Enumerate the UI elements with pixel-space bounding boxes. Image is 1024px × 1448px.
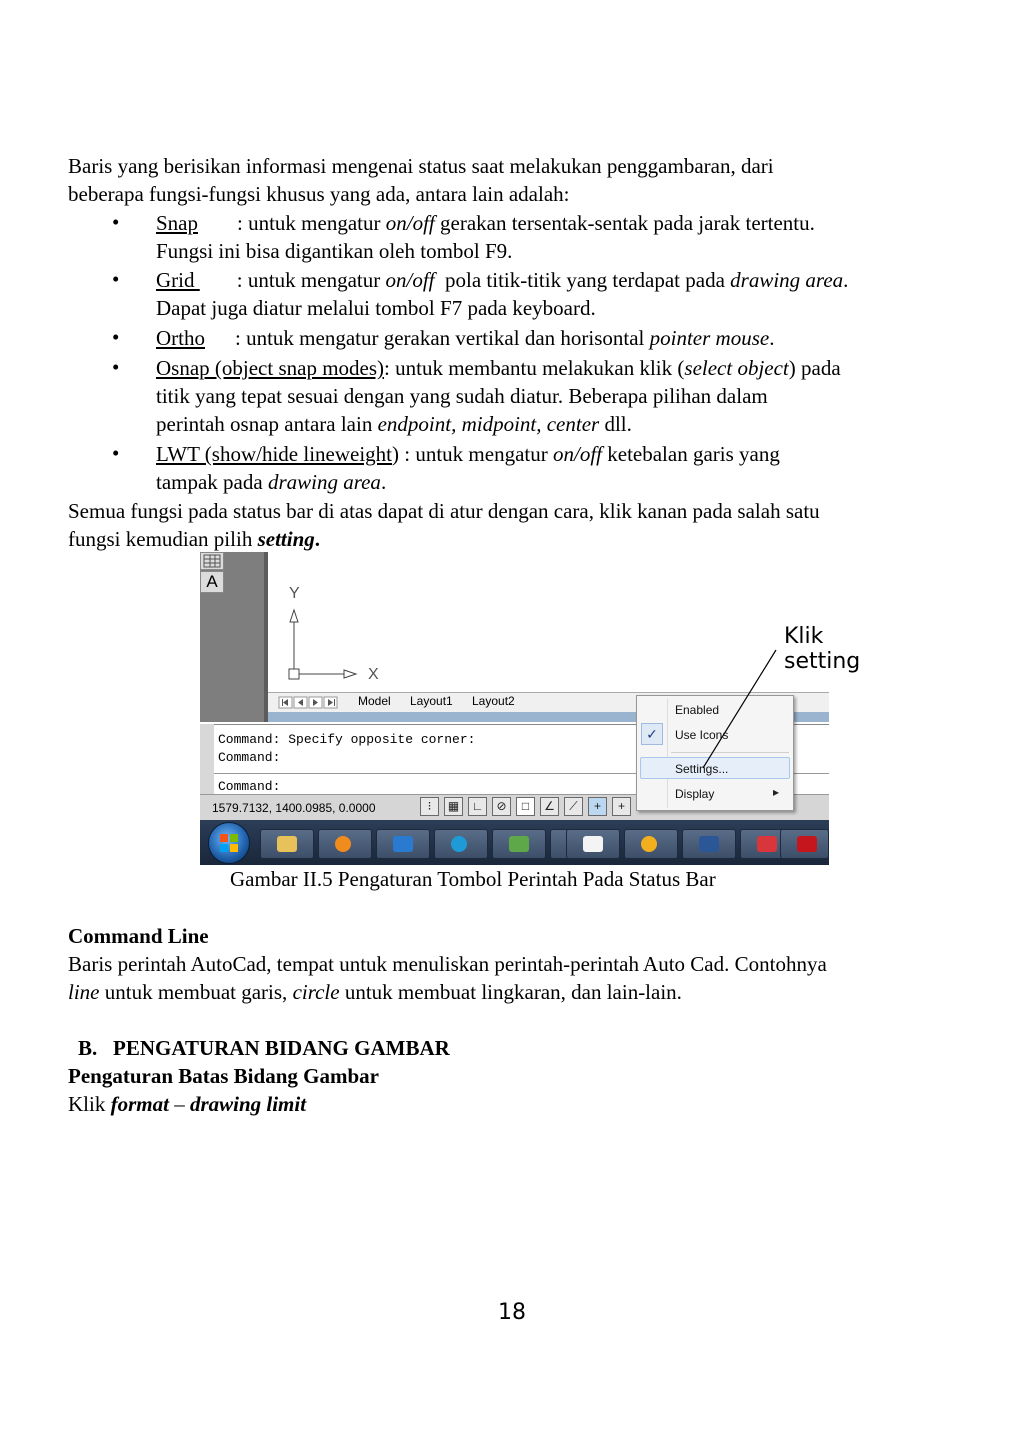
callout-line [200,552,829,865]
tab-layout2[interactable]: Layout2 [472,694,515,708]
outro-line-2: fungsi kemudian pilih setting. [68,527,321,551]
heading-section-b: B. PENGATURAN BIDANG GAMBAR [78,1036,450,1060]
bullet: • [112,441,120,465]
grid-icon[interactable]: ∟ [468,797,487,816]
coordinate-readout: 1579.7132, 1400.0985, 0.0000 [212,801,376,815]
page-number: 18 [498,1300,526,1325]
tab-model[interactable]: Model [358,694,391,708]
bullet-ortho: Ortho : untuk mengatur gerakan vertikal dan horisontal pointer mouse. [156,326,775,350]
term-grid: Grid [156,268,200,292]
bullet: • [112,355,120,379]
osnap-icon[interactable]: ∠ [540,797,559,816]
checkmark-icon: ✓ [641,723,663,745]
command-line-text-2: line untuk membuat garis, circle untuk membuat lingkaran, dan lain-lain. [68,980,682,1004]
polar-icon[interactable]: □ [516,797,535,816]
klik-format-line: Klik format – drawing limit [68,1092,307,1116]
term-osnap: Osnap (object snap modes) [156,356,385,380]
axis-x-label: X [368,666,379,683]
bullet-lwt: LWT (show/hide lineweight) : untuk mengatur on/off ketebalan garis yang [156,442,780,466]
intro-line-2: beberapa fungsi-fungsi khusus yang ada, antara lain adalah: [68,182,570,206]
submenu-arrow-icon: ▸ [773,785,780,799]
bullet-grid-line2: Dapat juga diatur melalui tombol F7 pada keyboard. [156,296,596,320]
command-history-line-1: Command: Specify opposite corner: [218,732,476,747]
bullet-snap: Snap : untuk mengatur on/off gerakan tersentak-sentak pada jarak tertentu. [156,211,815,235]
bullet-osnap-line2: titik yang tepat sesuai dengan yang sudah diatur. Beberapa pilihan dalam [156,384,768,408]
autocad-screenshot [200,552,861,865]
figure-caption: Gambar II.5 Pengaturan Tombol Perintah Pada Status Bar [230,867,716,891]
bullet-lwt-line2: tampak pada drawing area. [156,470,387,494]
subheading-batas: Pengaturan Batas Bidang Gambar [68,1064,379,1088]
menu-item-display[interactable]: Display [675,787,715,801]
bullet: • [112,325,120,349]
lwt-icon[interactable]: + [612,797,631,816]
ducs-icon[interactable]: + [588,797,607,816]
intro-line-1: Baris yang berisikan informasi mengenai status saat melakukan penggambaran, dari [68,154,774,178]
menu-item-settings[interactable]: Settings... [675,762,729,776]
bullet-grid: Grid : untuk mengatur on/off pola titik-titik yang terdapat pada drawing area. [156,268,849,292]
menu-item-use-icons[interactable]: Use Icons [675,728,729,742]
bullet: • [112,267,120,291]
bullet-osnap-line3: perintah osnap antara lain endpoint, midpoint, center dll. [156,412,632,436]
heading-command-line: Command Line [68,924,209,948]
menu-item-enabled[interactable]: Enabled [675,703,720,717]
bullet-snap-line2: Fungsi ini bisa digantikan oleh tombol F9. [156,239,513,263]
term-lwt: LWT (show/hide lineweight [156,442,393,466]
command-line-text-1: Baris perintah AutoCad, tempat untuk menuliskan perintah-perintah Auto Cad. Contohnya [68,952,827,976]
outro-line-1: Semua fungsi pada status bar di atas dapat di atur dengan cara, klik kanan pada salah satu [68,499,820,523]
infer-constraints-icon[interactable]: ⁝ [420,797,439,816]
term-snap: Snap [156,211,198,235]
bullet-osnap: Osnap (object snap modes): untuk membantu melakukan klik (select object) pada [156,356,841,380]
snap-icon[interactable]: ▦ [444,797,463,816]
callout-label: Klik setting [784,624,861,674]
otrack-icon[interactable]: ⟋ [564,797,583,816]
axis-y-label: Y [289,585,300,602]
text-tool-icon[interactable]: A [200,571,224,593]
term-ortho: Ortho [156,326,205,350]
bullet: • [112,210,120,234]
tab-layout1[interactable]: Layout1 [410,694,453,708]
command-prompt[interactable]: Command: [218,779,281,794]
command-history-line-2: Command: [218,750,281,765]
ortho-icon[interactable]: ⊘ [492,797,511,816]
